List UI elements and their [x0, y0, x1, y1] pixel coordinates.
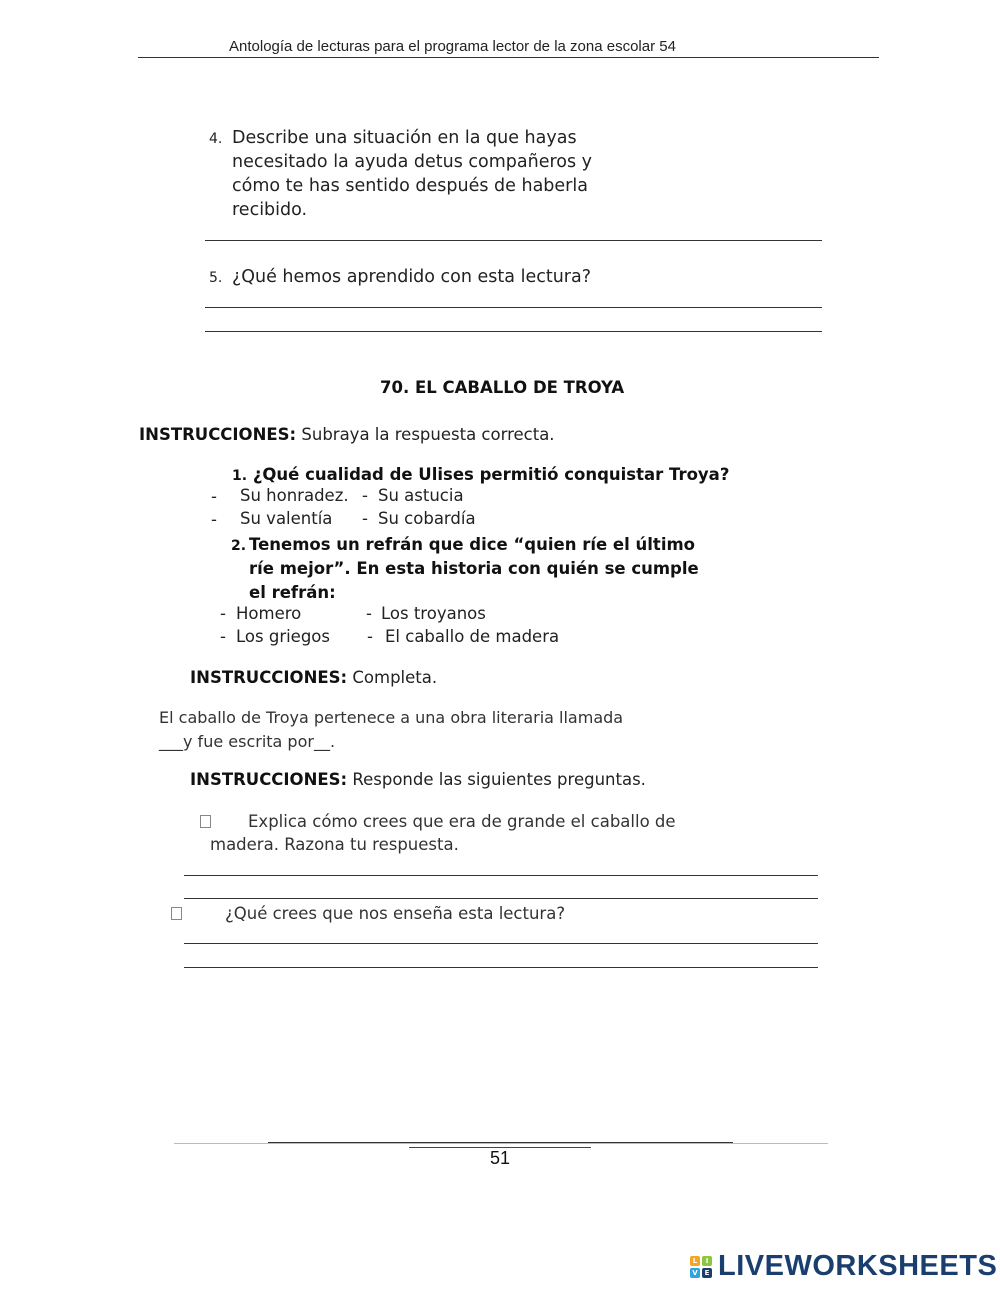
option-dash: - — [362, 509, 368, 528]
mc-question-1 — [232, 463, 729, 488]
mc-question-2-text: Tenemos un refrán que dice “quien ríe el último ríe mejor”. En esta historia con quién se cumple el refrán: — [249, 535, 699, 602]
mc-question-1-text: ¿Qué cualidad de Ulises permitió conquistar Troya? — [252, 465, 730, 484]
answer-line[interactable] — [184, 898, 818, 899]
checkbox-icon[interactable] — [200, 815, 211, 828]
answer-line[interactable] — [184, 875, 818, 876]
open-question-1-line-2: madera. Razona tu respuesta. — [210, 835, 459, 854]
option-su-valentia[interactable]: Su valentía — [240, 509, 333, 528]
header-rule — [138, 57, 879, 58]
logo-letter: V — [690, 1268, 700, 1278]
liveworksheets-logo — [690, 1250, 997, 1283]
logo-letter: E — [702, 1268, 712, 1278]
option-dash: - — [220, 627, 226, 646]
answer-line[interactable] — [205, 307, 822, 308]
option-los-troyanos[interactable]: Los troyanos — [381, 604, 486, 623]
instructions-label: INSTRUCCIONES: — [190, 770, 348, 789]
mc-question-1-number: 1. — [232, 468, 248, 484]
instructions-text: Completa. — [347, 668, 438, 687]
option-dash: - — [211, 510, 217, 529]
question-5-number: 5. — [209, 270, 223, 286]
option-dash: - — [366, 604, 372, 623]
brand-name: LIVEWORKSHEETS — [718, 1250, 998, 1282]
logo-grid-icon — [690, 1256, 712, 1278]
complete-sentence-line-1: El caballo de Troya pertenece a una obra literaria llamada — [159, 708, 624, 727]
question-5-text: ¿Qué hemos aprendido con esta lectura? — [231, 267, 591, 287]
option-dash: - — [367, 627, 373, 646]
open-question-2-text: ¿Qué crees que nos enseña esta lectura? — [225, 904, 566, 923]
reading-title: 70. EL CABALLO DE TROYA — [380, 378, 625, 397]
option-dash: - — [211, 487, 217, 506]
logo-letter: I — [702, 1256, 712, 1266]
question-5 — [209, 265, 591, 290]
option-su-astucia[interactable]: Su astucia — [378, 486, 464, 505]
answer-line[interactable] — [205, 331, 822, 332]
instructions-3 — [190, 770, 646, 789]
question-4-number: 4. — [209, 131, 223, 147]
mc-question-2 — [231, 533, 711, 605]
instructions-text: Responde las siguientes preguntas. — [347, 770, 646, 789]
option-dash: - — [362, 486, 368, 505]
instructions-text: Subraya la respuesta correcta. — [296, 425, 555, 444]
logo-letter: L — [690, 1256, 700, 1266]
question-4 — [209, 126, 639, 222]
option-los-griegos[interactable]: Los griegos — [236, 627, 330, 646]
checkbox-icon[interactable] — [171, 907, 182, 920]
option-el-caballo-de-madera[interactable]: El caballo de madera — [385, 627, 560, 646]
answer-line[interactable] — [205, 240, 822, 241]
option-su-honradez[interactable]: Su honradez. — [240, 486, 349, 505]
open-question-1-line-1: Explica cómo crees que era de grande el caballo de — [248, 812, 676, 831]
instructions-label: INSTRUCCIONES: — [190, 668, 348, 687]
footer-rule — [268, 1142, 733, 1143]
option-homero[interactable]: Homero — [236, 604, 302, 623]
instructions-label: INSTRUCCIONES: — [139, 425, 297, 444]
option-su-cobardia[interactable]: Su cobardía — [378, 509, 476, 528]
page-number: 51 — [489, 1148, 511, 1168]
answer-line[interactable] — [184, 967, 818, 968]
instructions-1 — [139, 425, 555, 444]
question-4-text: Describe una situación en la que hayas necesitado la ayuda detus compañeros y cómo te has sentido después de haberla recibido. — [232, 128, 593, 220]
footer-rule — [174, 1143, 828, 1144]
mc-question-2-number: 2. — [231, 538, 247, 554]
option-dash: - — [220, 604, 226, 623]
document-header: Antología de lecturas para el programa lector de la zona escolar 54 — [229, 38, 676, 55]
answer-line[interactable] — [184, 943, 818, 944]
instructions-2 — [190, 668, 437, 687]
complete-sentence-line-2[interactable]: ___y fue escrita por__. — [159, 732, 336, 751]
